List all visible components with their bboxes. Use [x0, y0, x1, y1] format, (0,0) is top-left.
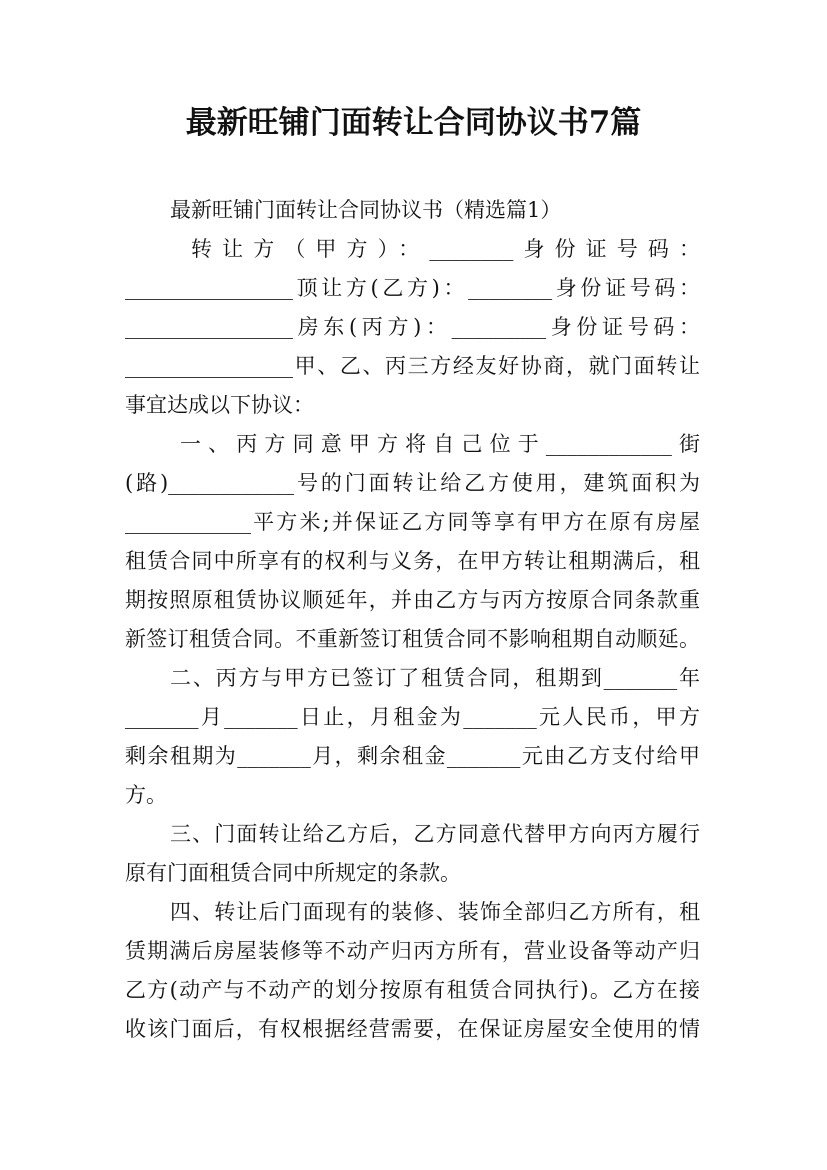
text-line: ________________顶让方(乙方)：________身份证号码：	[125, 276, 700, 300]
text-line: 租赁合同中所享有的权利与义务，在甲方转让租期满后，租	[125, 549, 700, 573]
text-line: 乙方(动产与不动产的划分按原有租赁合同执行)。乙方在接	[125, 978, 700, 1002]
text-line: ________________甲、乙、丙三方经友好协商，就门面转让	[125, 354, 700, 378]
text-line: 方。	[125, 783, 167, 807]
parties-paragraph	[125, 230, 700, 425]
document-body	[125, 191, 700, 1049]
text-line: 原有门面租赁合同中所规定的条款。	[125, 861, 461, 885]
text-line: 收该门面后，有权根据经营需要，在保证房屋安全使用的情	[125, 1017, 700, 1041]
text-line: 剩余租期为_______月，剩余租金_______元由乙方支付给甲	[125, 744, 700, 768]
clause-paragraph-2	[125, 659, 700, 815]
document-subtitle: 最新旺铺门面转让合同协议书（精选篇1）	[170, 198, 562, 222]
text-line: ____________平方米;并保证乙方同等享有甲方在原有房屋	[125, 510, 700, 534]
document-title: 最新旺铺门面转让合同协议书7篇	[185, 105, 642, 141]
clause-paragraph-3	[125, 815, 700, 893]
text-line: 事宜达成以下协议：	[125, 393, 314, 417]
text-line: _______月_______日止，月租金为_______元人民币，甲方	[125, 705, 700, 729]
text-line: 新签订租赁合同。不重新签订租赁合同不影响租期自动顺延。	[125, 627, 700, 651]
text-line: 赁期满后房屋装修等不动产归丙方所有，营业设备等动产归	[125, 939, 700, 963]
text-line: 三、门面转让给乙方后，乙方同意代替甲方向丙方履行	[170, 822, 700, 846]
text-line: ________________房东(丙方)：_________身份证号码：	[125, 315, 700, 339]
text-line: 二、丙方与甲方已签订了租赁合同，租期到_______年	[170, 666, 700, 690]
text-line: (路)____________号的门面转让给乙方使用，建筑面积为	[125, 471, 700, 495]
text-line: 一、丙方同意甲方将自己位于____________街	[180, 432, 700, 456]
text-line: 四、转让后门面现有的装修、装饰全部归乙方所有，租	[170, 900, 700, 924]
clause-paragraph-1	[125, 425, 700, 659]
text-line: 转让方（甲方）：________身份证号码：	[191, 237, 700, 261]
text-line: 期按照原租赁协议顺延年，并由乙方与丙方按原合同条款重	[125, 588, 700, 612]
clause-paragraph-4	[125, 893, 700, 1049]
